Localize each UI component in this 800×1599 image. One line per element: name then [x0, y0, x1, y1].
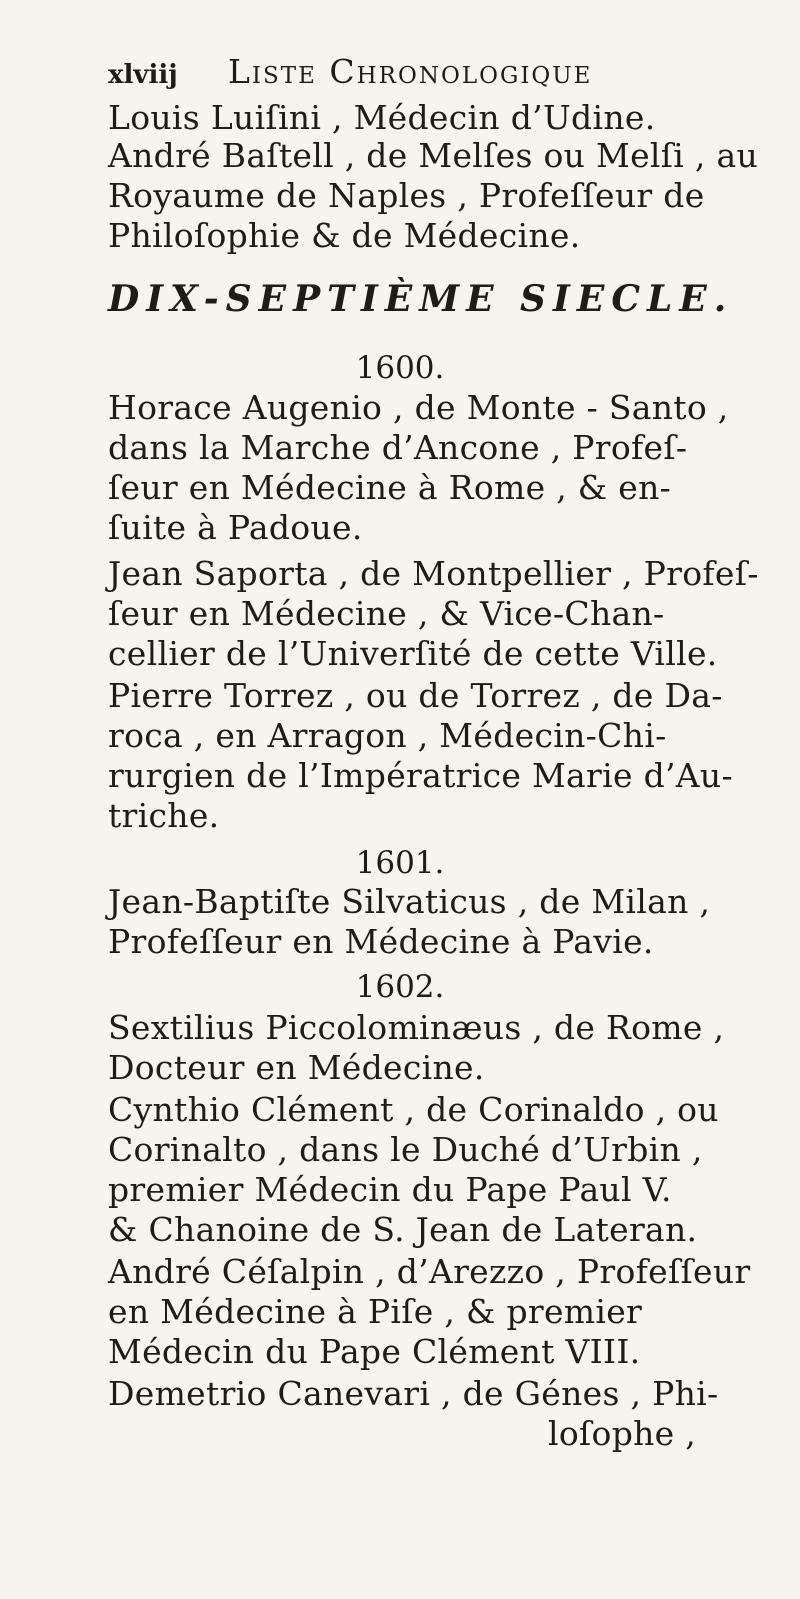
entry-line: Cynthio Clément , de Corinaldo , ou	[108, 1090, 719, 1129]
entry-line: roca , en Arragon , Médecin-Chi-	[108, 716, 667, 755]
entry-line: Philoſophie & de Médecine.	[108, 216, 581, 255]
running-title: Liste Chronologique	[228, 52, 593, 91]
entry-line: Jean-Baptiſte Silvaticus , de Milan ,	[108, 882, 711, 921]
entry-line: Sextilius Piccolominæus , de Rome ,	[108, 1008, 725, 1047]
entry-line: premier Médecin du Pape Paul V.	[108, 1170, 672, 1209]
section-heading: DIX-SEPTIÈME SIECLE.	[108, 278, 734, 320]
entry-line: Docteur en Médecine.	[108, 1048, 485, 1087]
entry-line: Royaume de Naples , Profeſſeur de	[108, 176, 705, 215]
entry-line: Louis Luiſini , Médecin d’Udine.	[108, 98, 656, 137]
entry-line: rurgien de l’Impératrice Marie d’Au-	[108, 756, 733, 795]
entry-line: Jean Saporta , de Montpellier , Profeſ-	[108, 554, 759, 593]
page-number: xlviij	[108, 60, 178, 90]
entry-line: Pierre Torrez , ou de Torrez , de Da-	[108, 676, 723, 715]
entry-line: en Médecine à Piſe , & premier	[108, 1292, 643, 1331]
entry-line: ſeur en Médecine à Rome , & en-	[108, 468, 672, 507]
entry-line: André Baſtell , de Melſes ou Melſi , au	[108, 136, 759, 175]
entry-line: dans la Marche d’Ancone , Profeſ-	[108, 428, 688, 467]
entry-line: ſeur en Médecine , & Vice-Chan-	[108, 594, 665, 633]
entry-line: triche.	[108, 796, 220, 835]
entry-line: Demetrio Canevari , de Génes , Phi-	[108, 1374, 719, 1413]
entry-line: cellier de l’Univerſité de cette Ville.	[108, 634, 718, 673]
entry-line: Horace Augenio , de Monte - Santo ,	[108, 388, 729, 427]
entry-line: loſophe ,	[548, 1414, 697, 1453]
year-heading: 1600.	[355, 350, 445, 386]
entry-line: André Céſalpin , d’Arezzo , Profeſſeur	[108, 1252, 751, 1291]
year-heading: 1601.	[355, 845, 445, 881]
entry-line: & Chanoine de S. Jean de Lateran.	[108, 1210, 698, 1249]
entry-line: Médecin du Pape Clément VIII.	[108, 1332, 641, 1371]
entry-line: Profeſſeur en Médecine à Pavie.	[108, 922, 654, 961]
year-heading: 1602.	[355, 969, 445, 1005]
entry-line: Corinalto , dans le Duché d’Urbin ,	[108, 1130, 703, 1169]
entry-line: ſuite à Padoue.	[108, 508, 363, 547]
